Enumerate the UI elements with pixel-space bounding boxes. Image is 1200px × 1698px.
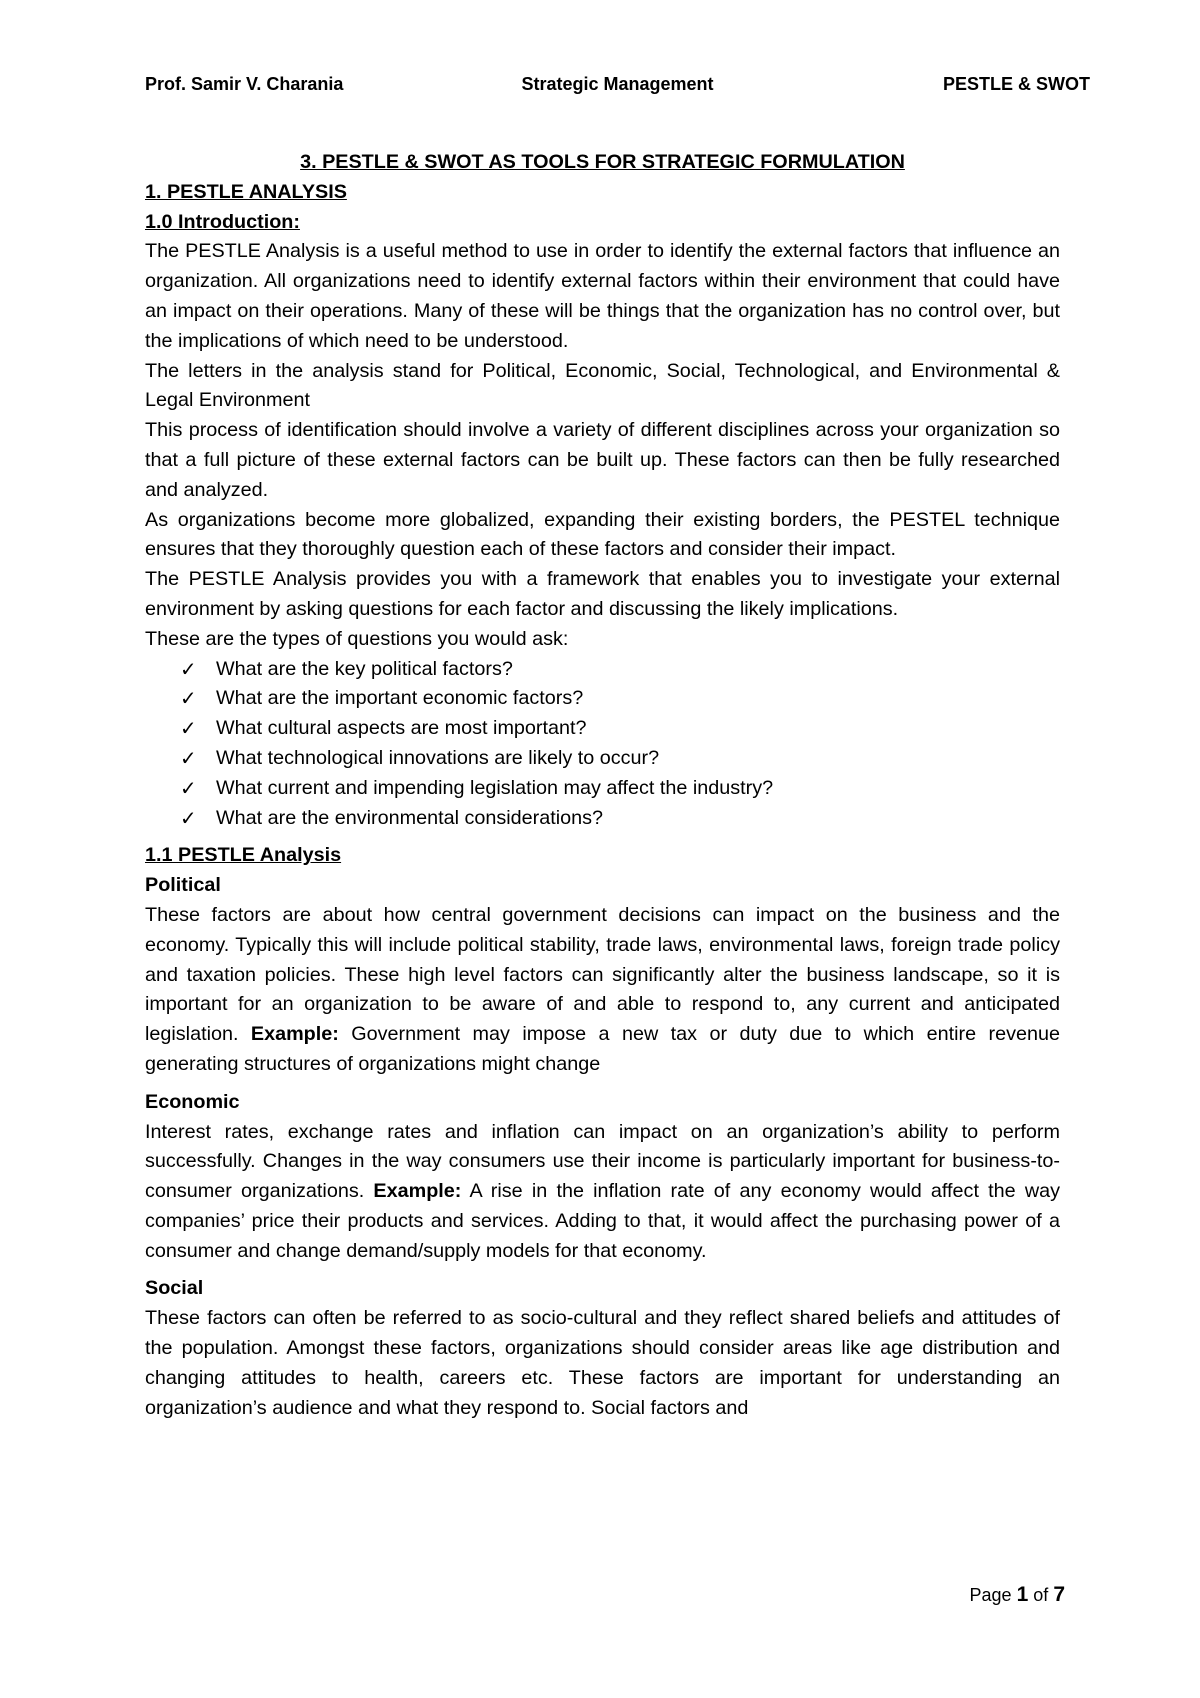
checkmark-icon: ✓ (180, 687, 197, 711)
list-item (180, 804, 1060, 834)
of-label: of (1033, 1585, 1049, 1605)
page-footer (970, 1583, 1065, 1607)
factor-heading-social: Social (145, 1277, 204, 1300)
factor-heading-political: Political (145, 874, 221, 897)
intro-paragraph: The letters in the analysis stand for Political, Economic, Social, Technological, and Environmental & Legal Environment (145, 359, 1060, 412)
current-page-number: 1 (1016, 1583, 1029, 1606)
header-topic: PESTLE & SWOT (942, 74, 1090, 94)
factor-heading-economic: Economic (145, 1090, 240, 1113)
subsection-heading-introduction: 1.0 Introduction: (145, 210, 300, 233)
example-label: Example: (373, 1180, 462, 1203)
subsection-heading-pestle-analysis: 1.1 PESTLE Analysis (145, 844, 342, 867)
list-item (180, 684, 1060, 714)
header-course: Strategic Management (521, 74, 714, 94)
checkmark-icon: ✓ (180, 806, 197, 830)
list-item (180, 774, 1060, 804)
question-text: What technological innovations are likely to occur? (216, 746, 660, 769)
question-text: What cultural aspects are most important? (216, 717, 587, 740)
checkmark-icon: ✓ (180, 657, 197, 681)
document-body (145, 148, 1060, 1423)
intro-paragraph: As organizations become more globalized, expanding their existing borders, the PESTEL technique ensures that they thoroughly question each of these factors and consider their impact. (145, 508, 1060, 561)
total-pages-number: 7 (1053, 1583, 1065, 1606)
question-list (145, 655, 1060, 834)
page-header (145, 74, 1090, 102)
checkmark-icon: ✓ (180, 776, 197, 800)
header-author: Prof. Samir V. Charania (145, 74, 344, 94)
example-text: A rise in the inflation rate of any economy would affect the way companies’ price their products and services. Adding to that, it would affect the purchasing power of a consumer and change demand/supply models for that economy. (145, 1180, 1061, 1262)
factor-text: Interest rates, exchange rates and inflation can impact on an organization’s ability to perform successfully. Changes in the way consumers use their income is particularly important for business-to-consumer organizations. (145, 1120, 1060, 1203)
list-item (180, 714, 1060, 744)
factor-paragraph-economic (145, 1118, 1060, 1267)
section-heading-pestle: 1. PESTLE ANALYSIS (145, 180, 347, 203)
factor-paragraph-social: These factors can often be referred to as socio-cultural and they reflect shared beliefs and attitudes of the population. Amongst these factors, organizations should consider areas like age distribution and changing attitudes to health, careers etc. These factors are important for understanding an organization’s audience and what they respond to. Social factors and (145, 1307, 1060, 1419)
list-item (180, 744, 1060, 774)
checkmark-icon: ✓ (180, 746, 197, 770)
question-text: What current and impending legislation may affect the industry? (216, 776, 774, 799)
list-item (180, 655, 1060, 685)
intro-paragraph: The PESTLE Analysis provides you with a framework that enables you to investigate your external environment by asking questions for each factor and discussing the likely implications. (145, 568, 1060, 620)
checkmark-icon: ✓ (180, 717, 197, 741)
question-text: What are the key political factors? (216, 657, 513, 680)
example-label: Example: (250, 1023, 339, 1046)
factor-text: These factors are about how central government decisions can impact on the business and the economy. Typically this will include political stability, trade laws, environmental laws, foreign trade policy and taxation policies. These high level factors can significantly alter the business landscape, so it is important for an organization to be aware of and able to respond to, any current and anticipated legislation. (145, 903, 1060, 1046)
page-label: Page (969, 1585, 1012, 1605)
question-text: What are the environmental considerations? (216, 806, 604, 829)
question-text: What are the important economic factors? (216, 687, 584, 710)
intro-paragraph: These are the types of questions you would ask: (145, 627, 569, 650)
intro-paragraph: This process of identification should involve a variety of different disciplines across your organization so that a full picture of these external factors can be built up. These factors can then be fully researched and analyzed. (145, 419, 1060, 501)
example-text: Government may impose a new tax or duty due to which entire revenue generating structures of organizations might change (145, 1023, 1060, 1075)
intro-paragraph: The PESTLE Analysis is a useful method to use in order to identify the external factors that influence an organization. All organizations need to identify external factors within their environment that could have an impact on their operations. Many of these will be things that the organization has no control over, but the implications of which need to be understood. (145, 240, 1060, 352)
document-title: 3. PESTLE & SWOT AS TOOLS FOR STRATEGIC FORMULATION (300, 151, 905, 173)
factor-paragraph-political (145, 901, 1060, 1080)
